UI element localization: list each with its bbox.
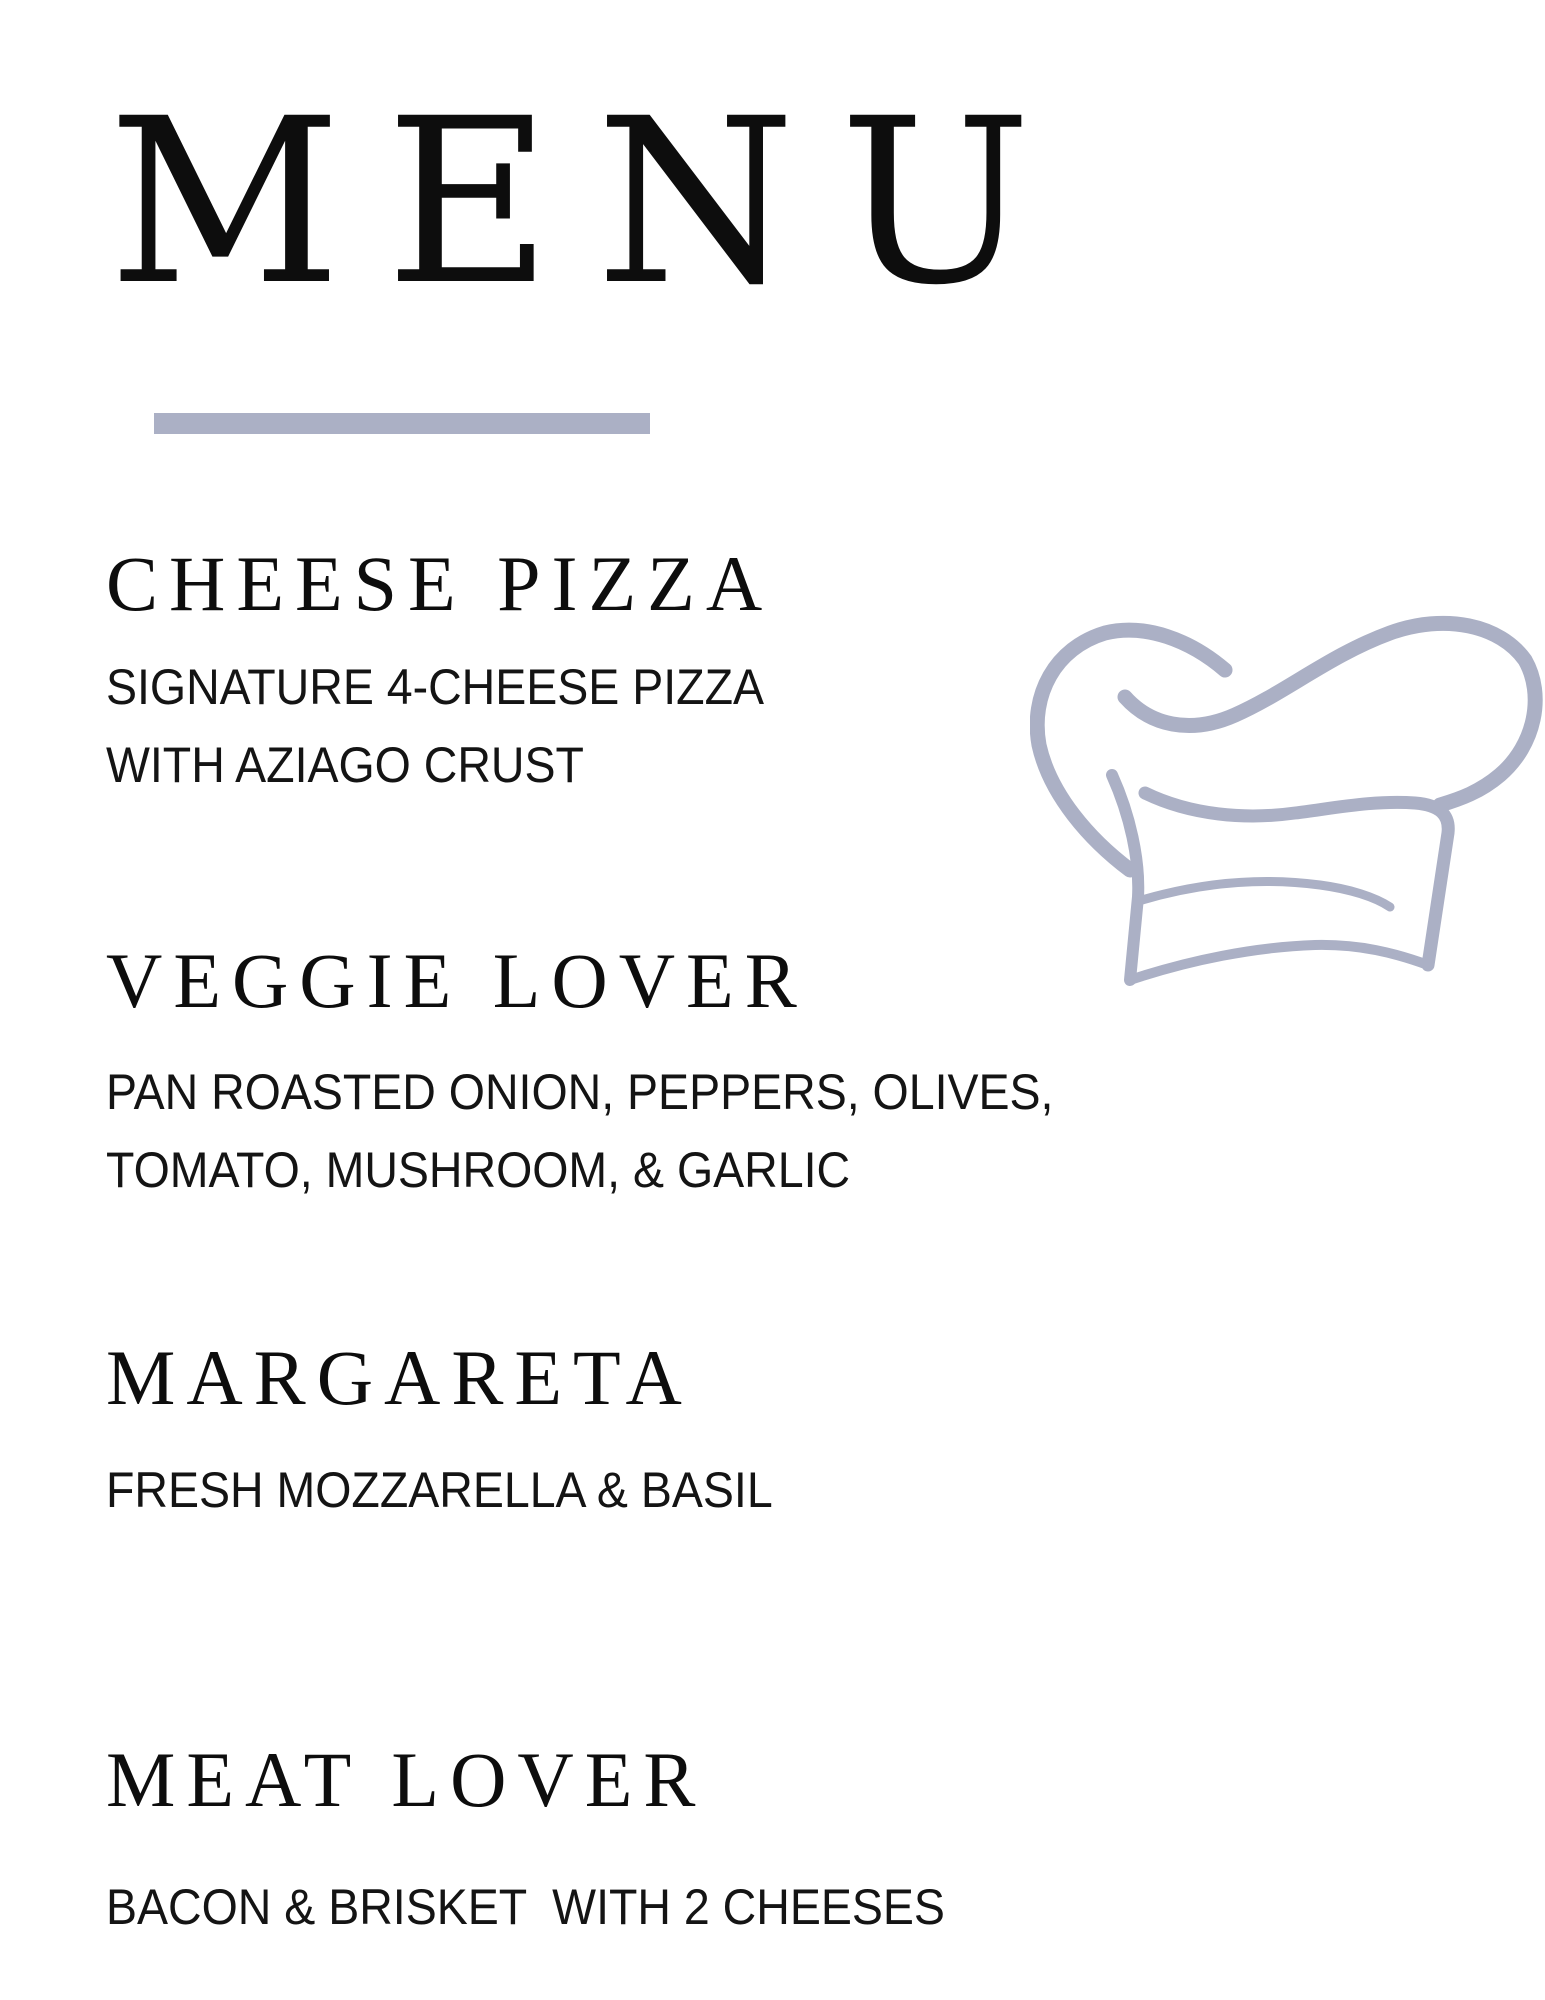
menu-item-description-line: TOMATO, MUSHROOM, & GARLIC: [106, 1142, 851, 1198]
menu-item-description-line: FRESH MOZZARELLA & BASIL: [106, 1462, 773, 1518]
menu-item-name: MEAT LOVER: [106, 1736, 707, 1823]
menu-item-description-line: BACON & BRISKET WITH 2 CHEESES: [106, 1879, 945, 1935]
menu-item-name: VEGGIE LOVER: [106, 937, 808, 1024]
menu-item-description-line: WITH AZIAGO CRUST: [106, 737, 584, 793]
title-underline: [154, 413, 650, 434]
chef-hat-icon: [1030, 615, 1545, 995]
menu-item-description-line: PAN ROASTED ONION, PEPPERS, OLIVES,: [106, 1064, 1054, 1120]
menu-item-name: CHEESE PIZZA: [106, 540, 774, 627]
menu-title: MENU: [108, 69, 1076, 335]
menu-item-description-line: SIGNATURE 4-CHEESE PIZZA: [106, 659, 765, 715]
menu-item-name: MARGARETA: [106, 1334, 693, 1421]
